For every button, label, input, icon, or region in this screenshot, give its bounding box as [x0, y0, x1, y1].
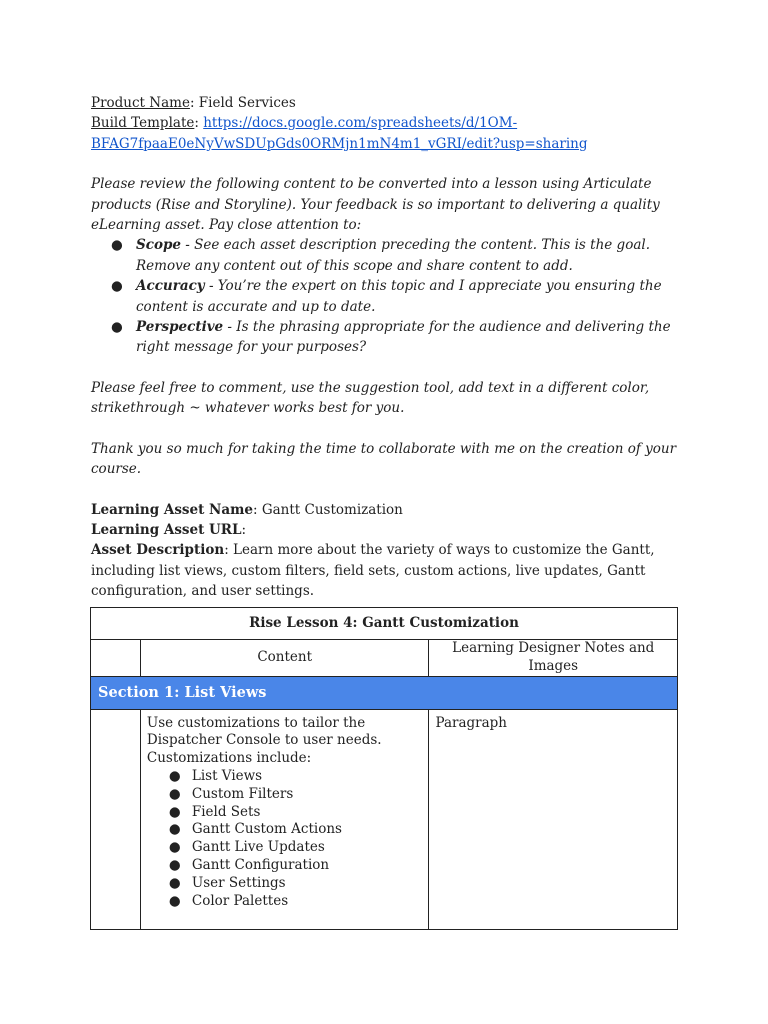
product-label: Product Name — [91, 95, 190, 111]
review-criteria-list — [91, 235, 681, 357]
asset-name-value: Gantt Customization — [261, 501, 403, 518]
intro-paragraph: Please review the following content to be converted into a lesson using Articulate products (Rise and Storyline). Your feedback is so important to delivering a quality eLearning asset. Pay close attention to: — [91, 176, 660, 234]
bullet-icon: ● — [168, 892, 181, 909]
row-blank-cell — [91, 709, 141, 929]
column-header-notes: Learning Designer Notes and Images — [429, 640, 678, 677]
criteria-term: Scope — [136, 237, 182, 254]
list-item-label: User Settings — [191, 874, 286, 891]
list-item-label: Custom Filters — [191, 785, 294, 802]
product-value: Field Services — [198, 95, 296, 111]
lesson-table — [90, 607, 678, 930]
asset-description-value: Learn more about the variety of ways to customize the Gantt, including list views, custom filters, field sets, custom actions, live updates, Gantt configuration, and user settings. — [91, 542, 655, 600]
table-title: Rise Lesson 4: Gantt Customization — [91, 608, 678, 640]
list-item — [147, 839, 423, 857]
build-template-line: Build Template: https://docs.google.com/spreadsheets/d/1OM- BFAG7fpaaE0eNyVwSDUpGds0ORMjn1mN4m1_vGRI/edit?usp=sharing — [91, 115, 588, 152]
asset-name-line: Learning Asset Name: Gantt Customization — [91, 501, 403, 518]
list-item-label: List Views — [191, 767, 263, 784]
list-item — [147, 768, 423, 786]
column-header-content: Content — [140, 640, 429, 677]
bullet-icon: ● — [168, 874, 181, 891]
list-item-label: Gantt Live Updates — [191, 839, 325, 856]
asset-description-line: Asset Description: Learn more about the variety of ways to customize the Gantt, including list views, custom filters, field sets, custom actions, live updates, Gantt configuration, and user settings. — [91, 542, 655, 600]
list-item — [147, 786, 423, 804]
bullet-icon: ● — [168, 767, 181, 784]
content-intro: Use customizations to tailor the Dispatcher Console to user needs. Customizations include: — [146, 714, 382, 767]
feedback-paragraph: Please feel free to comment, use the suggestion tool, add text in a different color, strikethrough ~ whatever works best for you. — [91, 379, 650, 417]
list-item — [147, 821, 423, 839]
bullet-icon: ● — [168, 803, 181, 820]
list-item — [147, 893, 423, 911]
bullet-icon: ● — [168, 785, 181, 802]
content-cell — [140, 709, 429, 929]
asset-url-label: Learning Asset URL — [91, 521, 242, 538]
table-header-row — [91, 640, 678, 677]
customization-list — [147, 768, 423, 910]
list-item — [147, 857, 423, 875]
criteria-term: Perspective — [136, 319, 224, 336]
criteria-item-accuracy — [91, 276, 681, 317]
asset-description-label: Asset Description — [91, 542, 225, 559]
bullet-icon: ● — [111, 237, 123, 254]
notes-cell: Paragraph — [429, 709, 678, 929]
criteria-text: - Is the phrasing appropriate for the audience and delivering the right message for your purposes? — [136, 319, 671, 356]
list-item-label: Color Palettes — [191, 892, 289, 909]
criteria-item-perspective — [91, 317, 681, 358]
section-title: Section 1: List Views — [91, 676, 678, 709]
table-title-row — [91, 608, 678, 640]
bullet-icon: ● — [168, 839, 181, 856]
criteria-text: - You’re the expert on this topic and I appreciate you ensuring the content is accurate and up to date. — [136, 278, 662, 315]
bullet-icon: ● — [168, 821, 181, 838]
criteria-text: - See each asset description preceding the content. This is the goal. Remove any content out of this scope and share content to add. — [136, 237, 650, 274]
build-template-link[interactable]: https://docs.google.com/spreadsheets/d/1OM- — [203, 115, 518, 132]
list-item — [147, 875, 423, 893]
asset-url-line: Learning Asset URL: — [91, 521, 247, 538]
document-body — [91, 93, 681, 602]
criteria-term: Accuracy — [136, 278, 205, 295]
thanks-paragraph: Thank you so much for taking the time to collaborate with me on the creation of your course. — [91, 440, 677, 478]
list-item — [147, 804, 423, 822]
build-template-link-cont[interactable]: BFAG7fpaaE0eNyVwSDUpGds0ORMjn1mN4m1_vGRI/edit?usp=sharing — [91, 135, 588, 152]
table-header-blank — [91, 640, 141, 677]
table-row — [91, 709, 678, 929]
bullet-icon: ● — [168, 856, 181, 873]
list-item-label: Field Sets — [191, 803, 261, 820]
bullet-icon: ● — [111, 319, 123, 336]
build-template-label: Build Template — [91, 115, 195, 132]
criteria-item-scope — [91, 235, 681, 276]
product-line: Product Name: Field Services — [91, 95, 296, 111]
asset-name-label: Learning Asset Name — [91, 501, 253, 518]
list-item-label: Gantt Configuration — [191, 856, 330, 873]
section-row — [91, 676, 678, 709]
list-item-label: Gantt Custom Actions — [191, 821, 342, 838]
bullet-icon: ● — [111, 278, 123, 295]
